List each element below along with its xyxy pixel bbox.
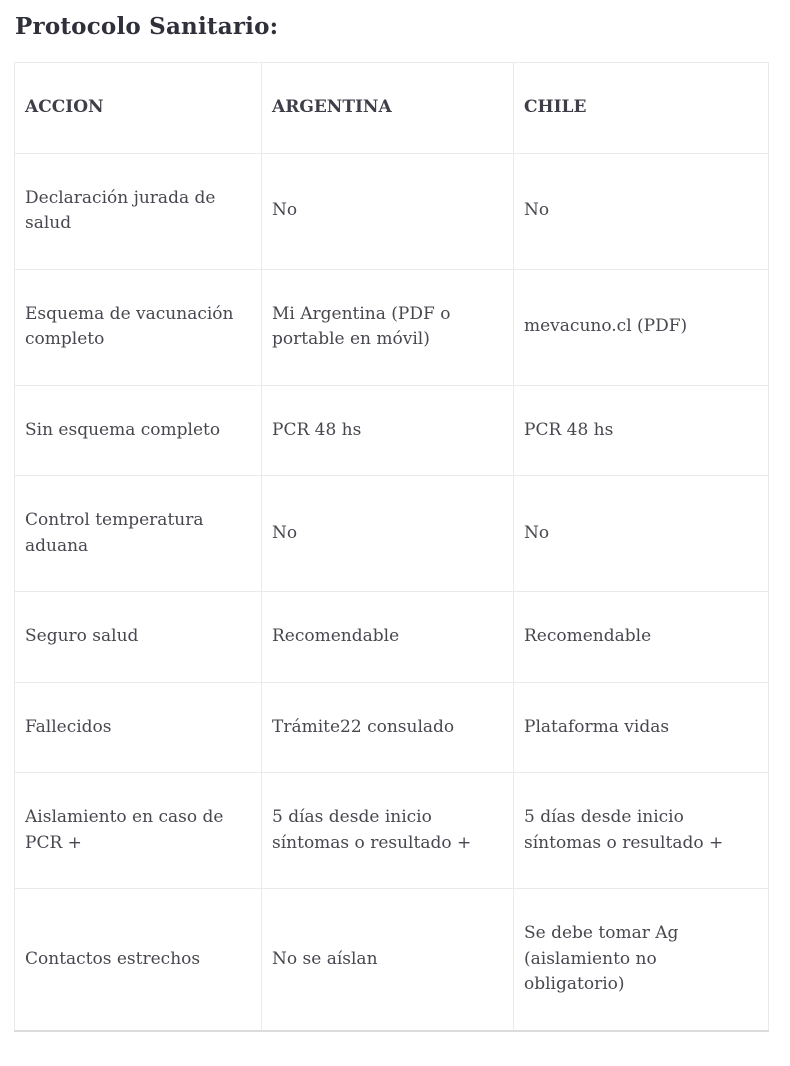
table-body <box>15 153 769 1031</box>
cell-argentina: No <box>262 476 514 592</box>
column-header-argentina: ARGENTINA <box>262 63 514 154</box>
cell-accion: Control temperatura aduana <box>15 476 262 592</box>
table-row <box>15 889 769 1031</box>
cell-accion: Esquema de vacunación completo <box>15 269 262 385</box>
column-header-chile: CHILE <box>514 63 769 154</box>
header-row <box>15 63 769 154</box>
article-content <box>0 13 790 1032</box>
cell-chile: Plataforma vidas <box>514 682 769 773</box>
cell-argentina: 5 días desde inicio síntomas o resultado + <box>262 773 514 889</box>
cell-argentina: Recomendable <box>262 592 514 683</box>
cell-accion: Aislamiento en caso de PCR + <box>15 773 262 889</box>
table-row <box>15 153 769 269</box>
page-title: Protocolo Sanitario: <box>15 13 279 40</box>
column-header-accion: ACCION <box>15 63 262 154</box>
cell-chile: No <box>514 476 769 592</box>
cell-chile: Recomendable <box>514 592 769 683</box>
cell-chile: 5 días desde inicio síntomas o resultado + <box>514 773 769 889</box>
cell-accion: Fallecidos <box>15 682 262 773</box>
cell-accion: Sin esquema completo <box>15 385 262 476</box>
cell-chile: PCR 48 hs <box>514 385 769 476</box>
cell-argentina: No se aíslan <box>262 889 514 1031</box>
cell-chile: Se debe tomar Ag (aislamiento no obligatorio) <box>514 889 769 1031</box>
cell-argentina: PCR 48 hs <box>262 385 514 476</box>
cell-accion: Seguro salud <box>15 592 262 683</box>
cell-argentina: Mi Argentina (PDF o portable en móvil) <box>262 269 514 385</box>
cell-chile: mevacuno.cl (PDF) <box>514 269 769 385</box>
table-row <box>15 476 769 592</box>
table-row <box>15 269 769 385</box>
cell-argentina: No <box>262 153 514 269</box>
table-row <box>15 385 769 476</box>
sanitary-protocol-table <box>14 62 769 1032</box>
cell-accion: Declaración jurada de salud <box>15 153 262 269</box>
table-row <box>15 773 769 889</box>
table-row <box>15 682 769 773</box>
cell-accion: Contactos estrechos <box>15 889 262 1031</box>
table-row <box>15 592 769 683</box>
cell-chile: No <box>514 153 769 269</box>
cell-argentina: Trámite22 consulado <box>262 682 514 773</box>
table-header <box>15 63 769 154</box>
